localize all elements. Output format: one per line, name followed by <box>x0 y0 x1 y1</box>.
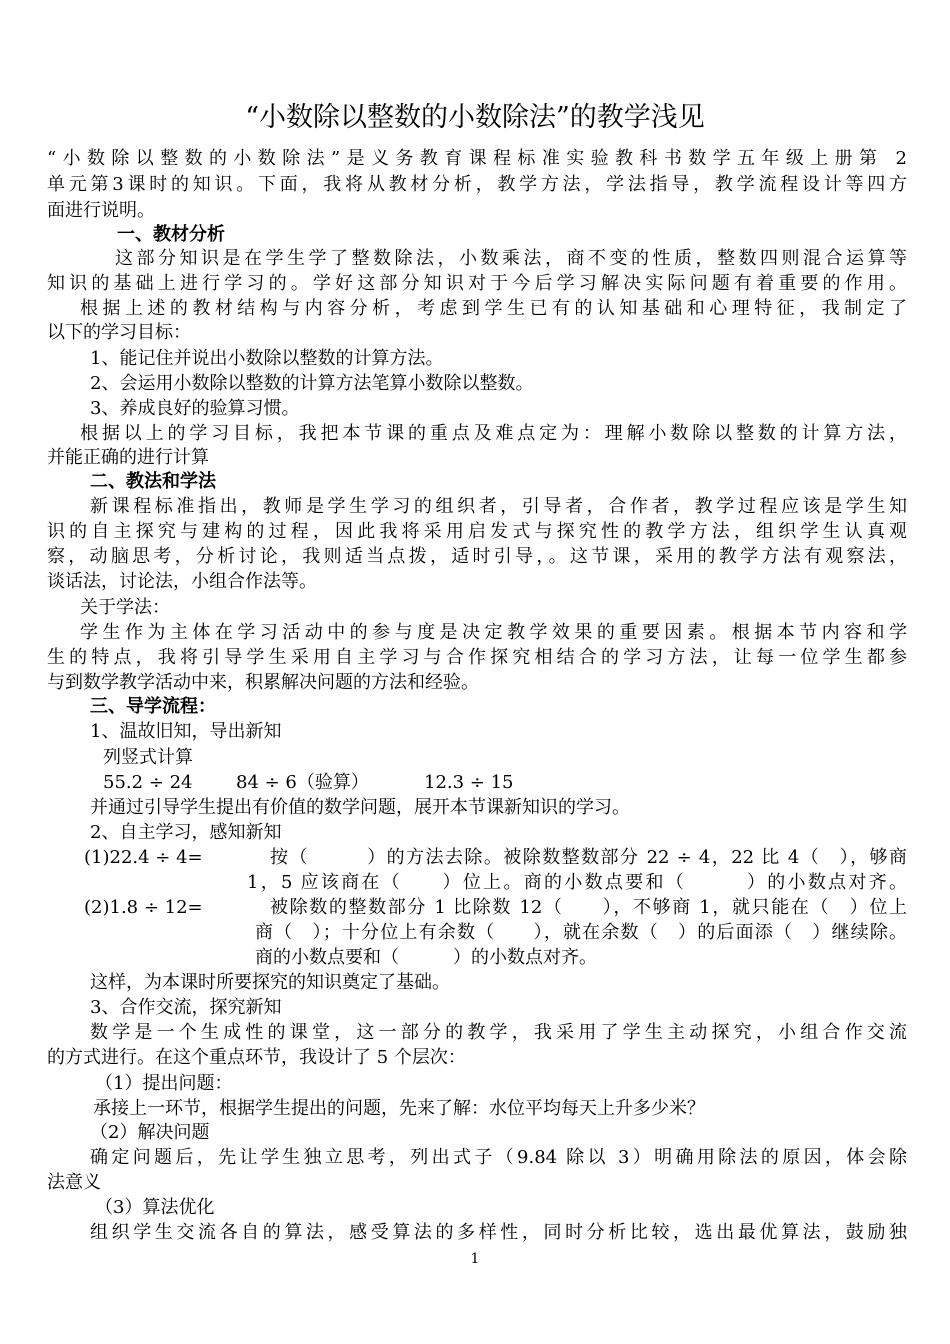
paragraph-line: 并能正确的进行计算 <box>47 447 209 468</box>
goal-item: 3、养成良好的验算习惯。 <box>90 398 300 419</box>
step-heading: 3、合作交流，探究新知 <box>90 997 282 1018</box>
question-label: (1)22.4 ÷ 4= <box>84 847 203 868</box>
goal-item: 2、会运用小数除以整数的计算方法笔算小数除以整数。 <box>90 373 534 394</box>
level-heading: （1）提出问题： <box>95 1073 233 1094</box>
paragraph-line: 以下的学习目标： <box>47 322 191 343</box>
step-heading: 2、自主学习，感知新知 <box>90 822 282 843</box>
paragraph-line: 并通过引导学生提出有价值的数学问题，展开本节课新知识的学习。 <box>90 797 630 818</box>
paragraph-line: 生的特点，我将引导学生采用自主学习与合作探究相结合的学习方法，让每一位学生都参 <box>47 647 907 668</box>
paragraph-line: 察，动脑思考，分析讨论，我则适当点拨，适时引导，。这节课，采用的教学方法有观察法， <box>47 546 907 567</box>
paragraph-line: 学生作为主体在学习活动中的参与度是决定教学效果的重要因素。根据本节内容和学 <box>80 622 907 643</box>
exercise-item: 55.2 ÷ 24 <box>103 772 193 793</box>
intro-line: 面进行说明。 <box>47 200 155 221</box>
section-heading: 三、导学流程： <box>90 696 216 717</box>
paragraph-line: 的方式进行。在这个重点环节，我设计了 5 个层次： <box>47 1047 466 1068</box>
exercise-item: 84 ÷ 6（验算） <box>236 772 369 793</box>
paragraph-line: 法意义 <box>47 1172 101 1193</box>
paragraph-line: 与到数学教学活动中来，积累解决问题的方法和经验。 <box>47 672 479 693</box>
paragraph-line: 列竖式计算 <box>103 747 193 768</box>
paragraph-line: 根据以上的学习目标，我把本节课的重点及难点定为：理解小数除以整数的计算方法， <box>80 423 907 444</box>
question-label: (2)1.8 ÷ 12= <box>84 897 203 918</box>
question-text: 商（ ）；十分位上有余数（ ），就在余数（ ）的后面添（ ）继续除。 <box>255 922 907 943</box>
question-text: 商的小数点要和（ ）的小数点对齐。 <box>255 947 597 968</box>
section-heading: 二、教法和学法 <box>90 471 216 492</box>
level-heading: （2）解决问题 <box>90 1122 210 1143</box>
paragraph-line: 组织学生交流各自的算法，感受算法的多样性，同时分析比较，选出最优算法，鼓励独 <box>90 1222 907 1243</box>
intro-line: 单元第3课时的知识。下面，我将从教材分析，教学方法，学法指导，教学流程设计等四方 <box>47 174 907 195</box>
question-text: 被除数的整数部分 1 比除数 12（ ），不够商 1，就只能在（ ）位上 <box>270 897 907 918</box>
document-title: “小数除以整数的小数除法”的教学浅见 <box>245 102 705 133</box>
question-text: 1，5 应该商在（ ）位上。商的小数点要和（ ）的小数点对齐。 <box>247 872 907 893</box>
section-heading: 一、教材分析 <box>117 224 225 245</box>
page-number: 1 <box>470 1251 480 1267</box>
question-text: 按（ ）的方法去除。被除数整数部分 22 ÷ 4，22 比 4（ ），够商 <box>270 847 907 868</box>
intro-line: “小数除以整数的小数除法”是义务教育课程标准实验教科书数学五年级上册第 2 <box>47 148 907 169</box>
paragraph-line: 谈话法，讨论法，小组合作法等。 <box>47 571 317 592</box>
goal-item: 1、能记住并说出小数除以整数的计算方法。 <box>90 348 444 369</box>
paragraph-line: 数学是一个生成性的课堂，这一部分的教学，我采用了学生主动探究，小组合作交流 <box>90 1022 907 1043</box>
step-heading: 1、温故旧知，导出新知 <box>90 721 282 742</box>
exercise-item: 12.3 ÷ 15 <box>424 772 514 793</box>
paragraph-line: 这部分知识是在学生学了整数除法，小数乘法，商不变的性质，整数四则混合运算等 <box>115 248 907 269</box>
paragraph-line: 承接上一环节，根据学生提出的问题，先来了解：水位平均每天上升多少米？ <box>93 1098 705 1119</box>
paragraph-line: 这样，为本课时所要探究的知识奠定了基础。 <box>90 972 450 993</box>
paragraph-line: 识的自主探究与建构的过程，因此我将采用启发式与探究性的教学方法，组织学生认真观 <box>47 521 907 542</box>
paragraph-line: 关于学法： <box>80 597 170 618</box>
paragraph-line: 知识的基础上进行学习的。学好这部分知识对于今后学习解决实际问题有着重要的作用。 <box>47 273 907 294</box>
paragraph-line: 新课程标准指出，教师是学生学习的组织者，引导者，合作者，教学过程应该是学生知 <box>90 496 907 517</box>
paragraph-line: 根据上述的教材结构与内容分析，考虑到学生已有的认知基础和心理特征，我制定了 <box>80 298 907 319</box>
paragraph-line: 确定问题后，先让学生独立思考，列出式子（9.84 除以 3）明确用除法的原因，体会除 <box>90 1147 907 1168</box>
level-heading: （3）算法优化 <box>95 1197 215 1218</box>
